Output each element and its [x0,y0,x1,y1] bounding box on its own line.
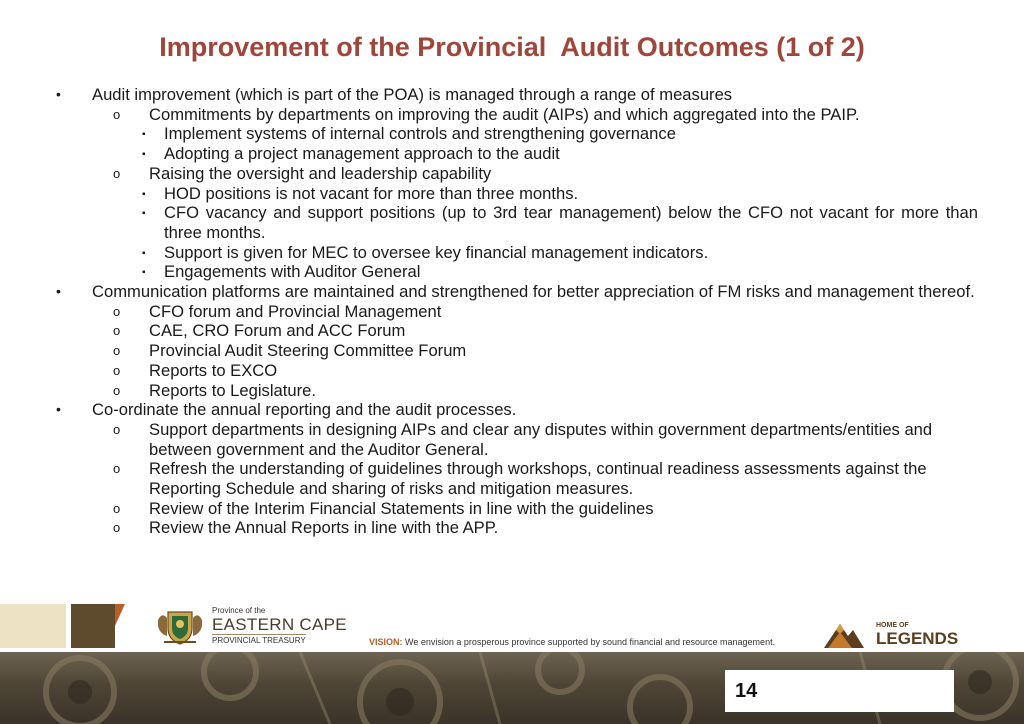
list-item-text: Refresh the understanding of guidelines through workshops, continual readiness assessments against the Reporting Schedule and sharing of risks and mitigation measures. [149,459,927,499]
list-item-text: Co-ordinate the annual reporting and the audit processes. [92,400,517,420]
circle-marker: o [113,520,121,536]
square-marker: ▪ [142,149,146,161]
circle-marker: o [113,106,121,122]
slide-body [0,85,1024,538]
list-item-text: HOD positions is not vacant for more than three months. [164,183,579,203]
square-marker: ▪ [142,208,146,220]
bullet-marker: • [56,283,61,300]
province-small-label: Province of the [212,606,266,615]
list-item-text: Commitments by departments on improving the audit (AIPs) and which aggregated into the PAIP. [149,104,860,124]
vision-statement [369,637,775,647]
page-number-box [725,670,954,712]
vision-label: VISION: [369,637,403,647]
list-item-text: Communication platforms are maintained and strengthened for better appreciation of FM risks and management thereof. [92,282,975,302]
list-item-level-3 [0,184,1024,204]
square-marker: ▪ [142,247,146,259]
list-item-text: Audit improvement (which is part of the POA) is managed through a range of measures [92,85,733,104]
list-item-level-2 [0,518,1024,538]
list-item-text: Reports to EXCO [149,360,278,380]
list-item-text: Review the Annual Reports in line with the APP. [149,518,499,538]
legends-small-label: HOME OF [876,622,909,629]
list-item-level-2 [0,164,1024,184]
bullet-marker: • [56,86,61,102]
footer-brown-square [71,604,115,648]
page-number: 14 [735,680,758,702]
home-of-legends-logo [824,616,958,648]
list-item-text: CFO forum and Provincial Management [149,301,442,321]
circle-marker: o [113,343,121,359]
list-item-level-3 [0,124,1024,144]
list-item-text: Support is given for MEC to oversee key financial management indicators. [164,242,709,262]
list-item-text: CFO vacancy and support positions (up to 3rd tear management) below the CFO not vacant for more than three months. [164,203,978,242]
circle-marker: o [113,323,121,339]
circle-marker: o [113,500,121,516]
square-marker: ▪ [142,267,146,279]
list-item-level-2 [0,420,1024,459]
list-item-text: CAE, CRO Forum and ACC Forum [149,321,406,341]
circle-marker: o [113,362,121,378]
list-item-level-3 [0,262,1024,282]
coat-of-arms-icon [154,606,206,646]
list-item-text: Engagements with Auditor General [164,262,421,282]
list-item-text: Reports to Legislature. [149,380,316,400]
legends-big-label: LEGENDS [876,629,959,648]
treasury-label: PROVINCIAL TREASURY [212,636,306,645]
circle-marker: o [113,421,121,437]
square-marker: ▪ [142,129,146,141]
eastern-cape-logo [154,604,354,646]
list-item-text: Implement systems of internal controls and strengthening governance [164,124,676,144]
circle-marker: o [113,382,121,398]
circle-marker: o [113,303,121,319]
mountain-icon [824,618,864,648]
list-item-level-2 [0,381,1024,401]
province-name: EASTERN CAPE [212,615,347,634]
list-item-text: Raising the oversight and leadership capability [149,163,492,183]
footer-beige-square [0,604,66,648]
circle-marker: o [113,461,121,477]
list-item-level-3 [0,144,1024,164]
list-item-level-2 [0,321,1024,341]
square-marker: ▪ [142,188,146,200]
list-item-level-1 [0,400,1024,420]
list-item-level-2 [0,105,1024,125]
list-item-level-2 [0,302,1024,322]
footer-orange-corner [115,604,125,626]
list-item-level-3 [0,243,1024,263]
list-item-level-2 [0,341,1024,361]
circle-marker: o [113,165,121,181]
list-item-level-3 [0,203,1024,242]
list-item-text: Support departments in designing AIPs and clear any disputes within government departments/entities and between government and the Auditor General. [149,419,933,459]
list-item-level-2 [0,459,1024,498]
list-item-level-2 [0,361,1024,381]
list-item-text: Provincial Audit Steering Committee Forum [149,341,467,361]
list-item-text: Adopting a project management approach to the audit [164,144,560,164]
vision-text: We envision a prosperous province supported by sound financial and resource management. [402,637,776,647]
list-item-level-2 [0,499,1024,519]
slide-title: Improvement of the Provincial Audit Outcomes (1 of 2) [159,32,865,62]
bullet-marker: • [56,401,61,418]
list-item-text: Review of the Interim Financial Statements in line with the guidelines [149,498,654,518]
list-item-level-1 [0,85,1024,105]
list-item-level-1 [0,282,1024,302]
